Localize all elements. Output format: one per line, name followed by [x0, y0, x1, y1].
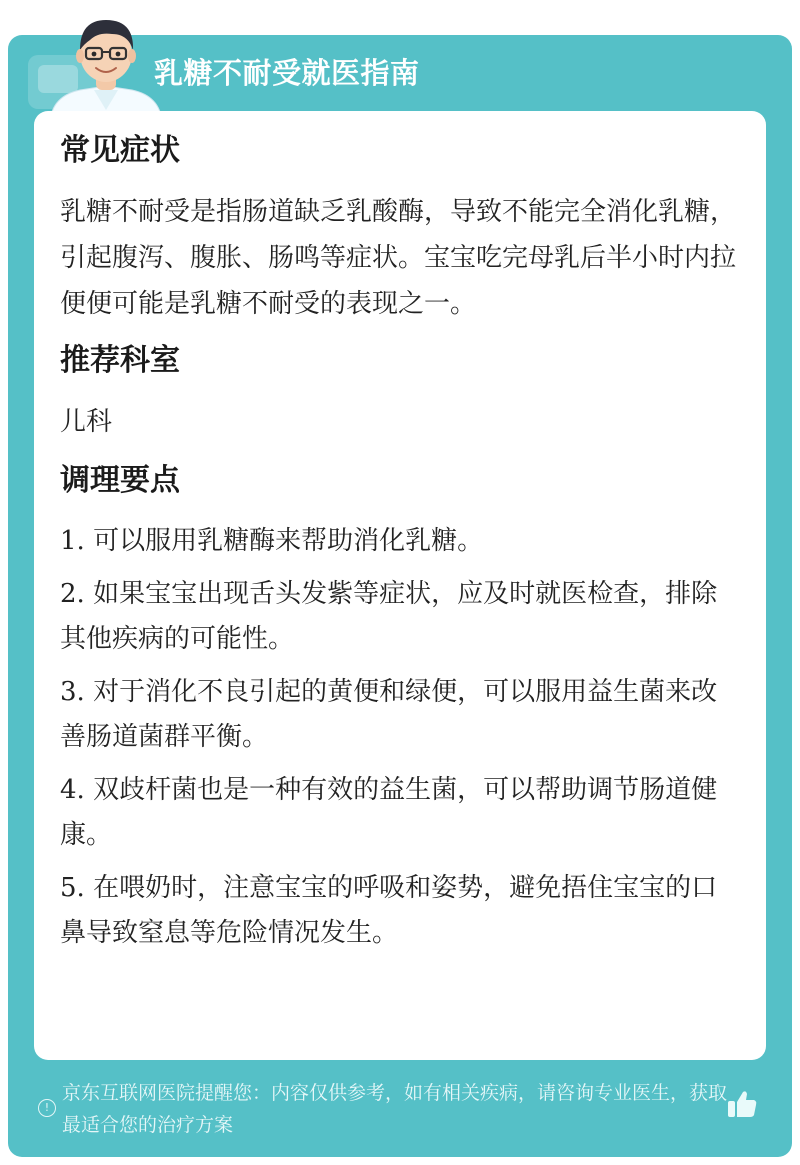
section-title-symptoms: 常见症状	[60, 133, 180, 168]
care-tip	[60, 572, 740, 662]
care-tip	[60, 768, 740, 858]
section-title-department: 推荐科室	[60, 343, 180, 378]
care-tip	[60, 519, 740, 564]
care-tip-text: 在喂奶时，注意宝宝的呼吸和姿势，避免捂住宝宝的口鼻导致窒息等危险情况发生。	[60, 873, 718, 948]
doctor-avatar	[40, 10, 170, 122]
care-tip-text: 如果宝宝出现舌头发紫等症状，应及时就医检查，排除其他疾病的可能性。	[60, 579, 718, 654]
care-tip-number: 5.	[60, 873, 85, 903]
care-tip	[60, 866, 740, 956]
symptoms-text: 乳糖不耐受是指肠道缺乏乳酸酶，导致不能完全消化乳糖，引起腹泻、腹胀、肠鸣等症状。宝宝吃完母乳后半小时内拉便便可能是乳糖不耐受的表现之一。	[60, 197, 737, 319]
page-title: 乳糖不耐受就医指南	[154, 56, 420, 90]
thumbs-up-icon[interactable]	[724, 1086, 760, 1122]
care-tip-number: 1.	[60, 526, 85, 556]
section-title-care: 调理要点	[60, 463, 180, 498]
care-tip-text: 可以服用乳糖酶来帮助消化乳糖。	[93, 526, 484, 556]
department-value: 儿科	[60, 407, 113, 437]
info-icon: !	[38, 1099, 56, 1117]
content-card	[34, 111, 766, 1060]
care-tip-number: 2.	[60, 579, 85, 609]
care-tip-number: 3.	[60, 677, 85, 707]
care-tip	[60, 670, 740, 760]
footer-notice: 京东互联网医院提醒您：内容仅供参考，如有相关疾病，请咨询专业医生，获取最适合您的治疗方案	[62, 1082, 728, 1136]
care-tip-number: 4.	[60, 775, 85, 805]
care-tip-text: 对于消化不良引起的黄便和绿便，可以服用益生菌来改善肠道菌群平衡。	[60, 677, 718, 752]
care-tip-text: 双歧杆菌也是一种有效的益生菌，可以帮助调节肠道健康。	[60, 775, 718, 850]
